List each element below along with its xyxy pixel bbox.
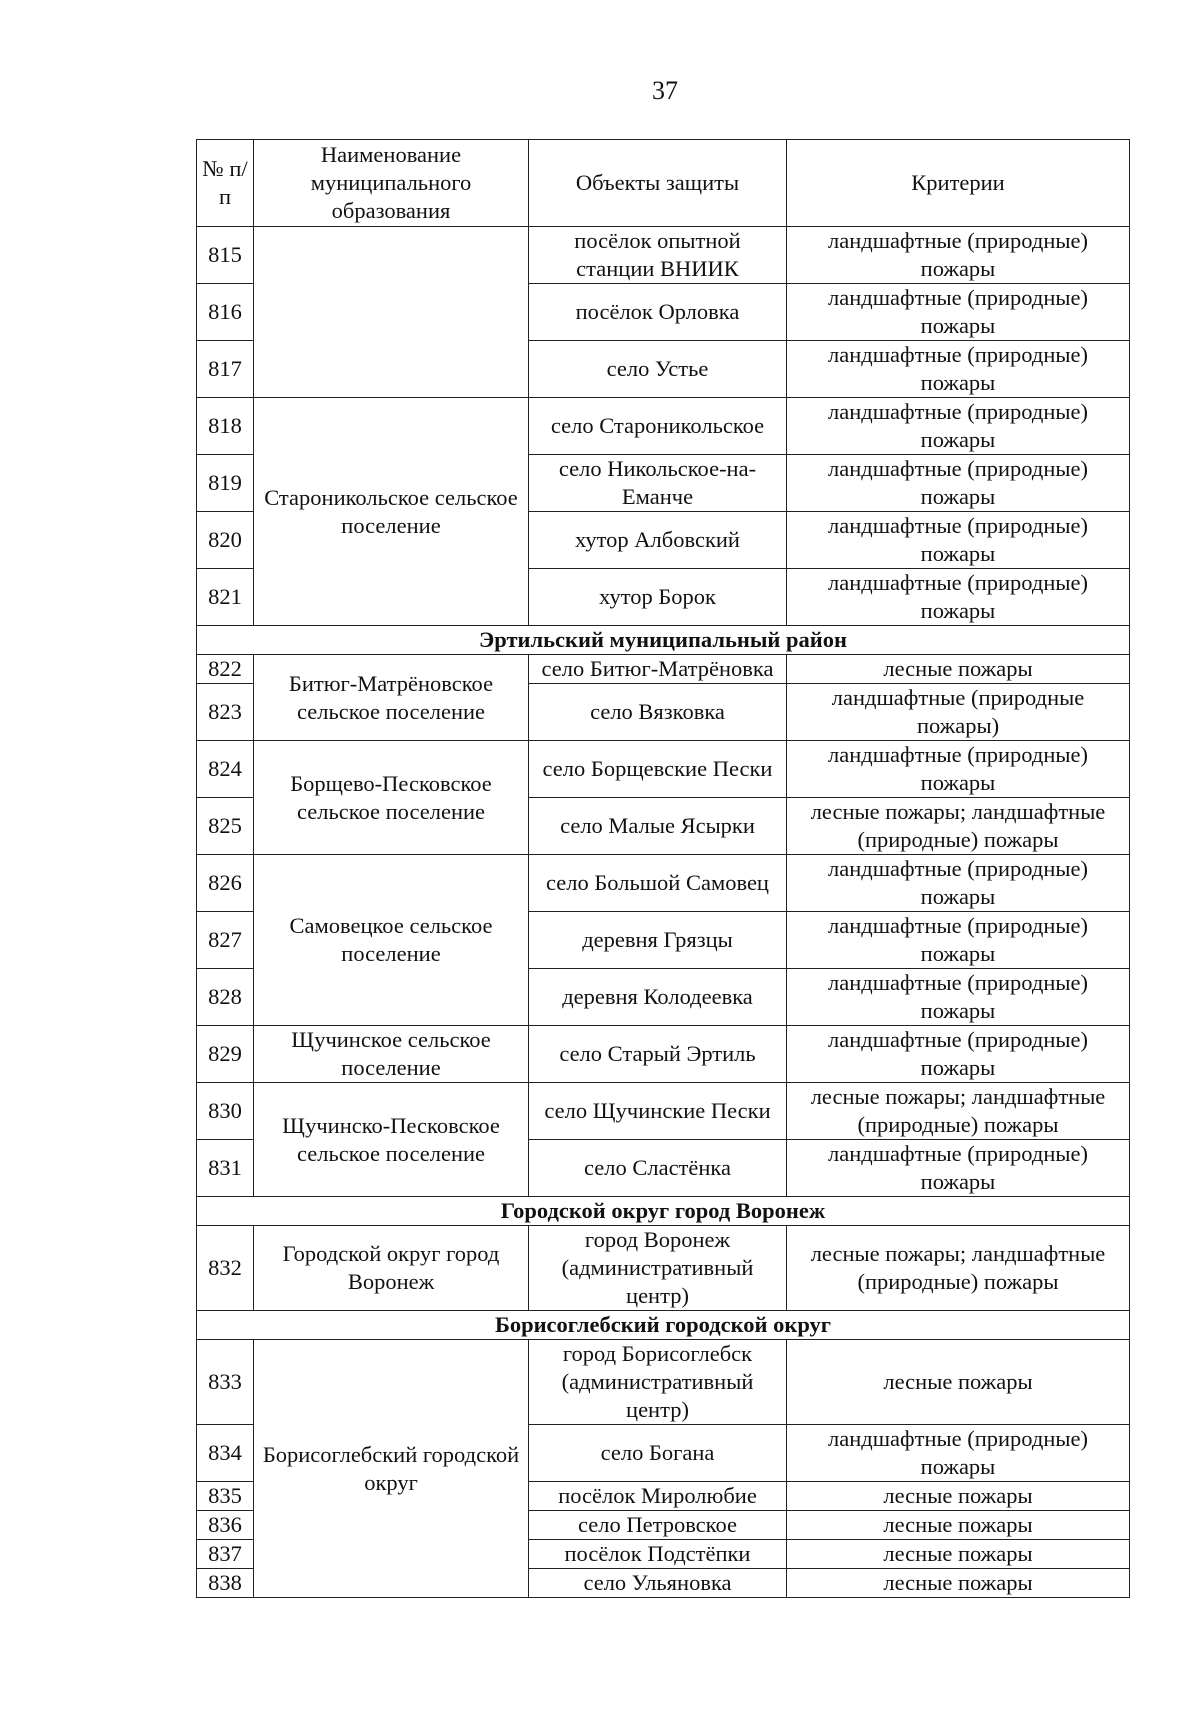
header-municipality: Наименование муниципального образования	[254, 140, 529, 227]
section-row	[197, 1197, 1130, 1226]
protection-object: село Щучинские Пески	[529, 1083, 787, 1140]
criteria: ландшафтные (природные) пожары	[787, 969, 1130, 1026]
row-number: 836	[197, 1511, 254, 1540]
row-number: 838	[197, 1569, 254, 1598]
table-row	[197, 227, 1130, 284]
criteria: ландшафтные (природные) пожары	[787, 855, 1130, 912]
header-objects: Объекты защиты	[529, 140, 787, 227]
criteria: ландшафтные (природные) пожары	[787, 341, 1130, 398]
criteria: лесные пожары	[787, 1511, 1130, 1540]
section-title: Городской округ город Воронеж	[197, 1197, 1130, 1226]
criteria: ландшафтные (природные) пожары	[787, 455, 1130, 512]
protection-objects-table	[196, 139, 1130, 1598]
page-number: 37	[652, 76, 678, 105]
criteria: ландшафтные (природные пожары)	[787, 684, 1130, 741]
section-title: Эртильский муниципальный район	[197, 626, 1130, 655]
criteria: ландшафтные (природные) пожары	[787, 741, 1130, 798]
criteria: ландшафтные (природные) пожары	[787, 512, 1130, 569]
criteria: лесные пожары	[787, 1540, 1130, 1569]
criteria: ландшафтные (природные) пожары	[787, 912, 1130, 969]
row-number: 826	[197, 855, 254, 912]
criteria: лесные пожары	[787, 1340, 1130, 1425]
protection-object: деревня Колодеевка	[529, 969, 787, 1026]
protection-object: посёлок Подстёпки	[529, 1540, 787, 1569]
row-number: 828	[197, 969, 254, 1026]
row-number: 829	[197, 1026, 254, 1083]
protection-object: село Ульяновка	[529, 1569, 787, 1598]
municipality-name: Битюг-Матрёновское сельское поселение	[254, 655, 529, 741]
row-number: 815	[197, 227, 254, 284]
row-number: 823	[197, 684, 254, 741]
municipality-name: Щучинско-Песковское сельское поселение	[254, 1083, 529, 1197]
criteria: лесные пожары	[787, 655, 1130, 684]
row-number: 832	[197, 1226, 254, 1311]
protection-object: село Сластёнка	[529, 1140, 787, 1197]
row-number: 819	[197, 455, 254, 512]
protection-object: село Старый Эртиль	[529, 1026, 787, 1083]
section-title: Борисоглебский городской округ	[197, 1311, 1130, 1340]
criteria: лесные пожары; ландшафтные (природные) пожары	[787, 798, 1130, 855]
municipality-name: Борщево-Песковское сельское поселение	[254, 741, 529, 855]
row-number: 831	[197, 1140, 254, 1197]
criteria: ландшафтные (природные) пожары	[787, 1140, 1130, 1197]
criteria: ландшафтные (природные) пожары	[787, 569, 1130, 626]
municipality-name	[254, 227, 529, 398]
criteria: лесные пожары	[787, 1569, 1130, 1598]
protection-object: город Воронеж (административный центр)	[529, 1226, 787, 1311]
municipality-name: Самовецкое сельское поселение	[254, 855, 529, 1026]
row-number: 816	[197, 284, 254, 341]
protection-object: село Борщевские Пески	[529, 741, 787, 798]
protection-object: хутор Албовский	[529, 512, 787, 569]
protection-object: село Битюг-Матрёновка	[529, 655, 787, 684]
municipality-name: Староникольское сельское поселение	[254, 398, 529, 626]
protection-object: посёлок Миролюбие	[529, 1482, 787, 1511]
table-row	[197, 1226, 1130, 1311]
municipality-name: Городской округ город Воронеж	[254, 1226, 529, 1311]
table-row	[197, 1340, 1130, 1425]
protection-object: село Большой Самовец	[529, 855, 787, 912]
protection-object: село Устье	[529, 341, 787, 398]
section-row	[197, 626, 1130, 655]
protection-object: село Петровское	[529, 1511, 787, 1540]
row-number: 820	[197, 512, 254, 569]
protection-object: село Малые Ясырки	[529, 798, 787, 855]
criteria: лесные пожары; ландшафтные (природные) пожары	[787, 1083, 1130, 1140]
table-row	[197, 1083, 1130, 1140]
criteria: лесные пожары; ландшафтные (природные) пожары	[787, 1226, 1130, 1311]
protection-object: посёлок Орловка	[529, 284, 787, 341]
protection-object: село Староникольское	[529, 398, 787, 455]
header-criteria: Критерии	[787, 140, 1130, 227]
section-row	[197, 1311, 1130, 1340]
header-num: № п/п	[197, 140, 254, 227]
criteria: ландшафтные (природные) пожары	[787, 1425, 1130, 1482]
criteria: ландшафтные (природные) пожары	[787, 1026, 1130, 1083]
table-row	[197, 1026, 1130, 1083]
protection-object: деревня Грязцы	[529, 912, 787, 969]
table-row	[197, 741, 1130, 798]
row-number: 837	[197, 1540, 254, 1569]
row-number: 818	[197, 398, 254, 455]
row-number: 824	[197, 741, 254, 798]
table-row	[197, 655, 1130, 684]
criteria: ландшафтные (природные) пожары	[787, 227, 1130, 284]
protection-object: село Никольское-на-Еманче	[529, 455, 787, 512]
protection-object: город Борисоглебск (административный центр)	[529, 1340, 787, 1425]
row-number: 835	[197, 1482, 254, 1511]
row-number: 821	[197, 569, 254, 626]
row-number: 822	[197, 655, 254, 684]
protection-object: село Вязковка	[529, 684, 787, 741]
row-number: 817	[197, 341, 254, 398]
protection-object: посёлок опытной станции ВНИИК	[529, 227, 787, 284]
criteria: ландшафтные (природные) пожары	[787, 398, 1130, 455]
municipality-name: Борисоглебский городской округ	[254, 1340, 529, 1598]
row-number: 825	[197, 798, 254, 855]
row-number: 830	[197, 1083, 254, 1140]
table-body	[197, 227, 1130, 1598]
row-number: 827	[197, 912, 254, 969]
protection-object: хутор Борок	[529, 569, 787, 626]
criteria: лесные пожары	[787, 1482, 1130, 1511]
table-row	[197, 398, 1130, 455]
table-header-row	[197, 140, 1130, 227]
municipality-name: Щучинское сельское поселение	[254, 1026, 529, 1083]
row-number: 833	[197, 1340, 254, 1425]
protection-object: село Богана	[529, 1425, 787, 1482]
table-row	[197, 855, 1130, 912]
criteria: ландшафтные (природные) пожары	[787, 284, 1130, 341]
row-number: 834	[197, 1425, 254, 1482]
